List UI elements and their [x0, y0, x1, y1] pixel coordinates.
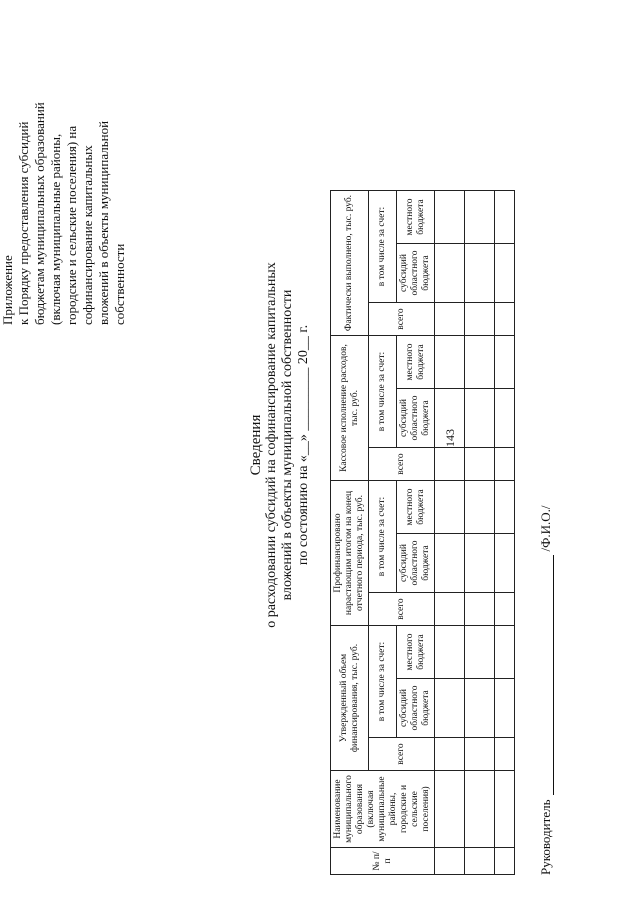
appendix-line: к Порядку предоставления субсидий	[16, 121, 31, 325]
header-sub-regional: субсидий областного бюджета	[397, 534, 435, 593]
title-heading: Сведения	[248, 414, 264, 476]
table-row	[435, 191, 465, 875]
table-cell	[465, 303, 495, 336]
header-incl: в том числе за счет:	[369, 481, 397, 593]
title-line: вложений в объекты муниципальной собственности	[280, 289, 295, 601]
document-title	[248, 245, 312, 645]
table-cell	[435, 626, 465, 679]
table-cell	[465, 534, 495, 593]
title-line: о расходовании субсидий на софинансирование капитальных	[264, 262, 279, 628]
table-cell	[435, 738, 465, 771]
signature-label: Руководитель	[538, 799, 553, 875]
header-total: всего	[369, 303, 435, 336]
table-cell	[465, 593, 495, 626]
table-cell	[465, 244, 495, 303]
table-cell	[435, 244, 465, 303]
appendix-line: собственности	[112, 243, 127, 325]
table-cell	[495, 738, 515, 771]
appendix-line: софинансирование капитальных	[80, 145, 95, 325]
header-incl: в том числе за счет:	[369, 191, 397, 303]
table-cell	[435, 593, 465, 626]
appendix-line: бюджетам муниципальных образований	[32, 102, 47, 325]
header-total: всего	[369, 738, 435, 771]
table-row	[495, 191, 515, 875]
header-num: № п/п	[331, 848, 435, 875]
table-cell	[465, 626, 495, 679]
table-cell	[465, 848, 495, 875]
table-cell	[465, 336, 495, 389]
report-table	[330, 190, 515, 875]
appendix-note	[0, 25, 128, 325]
table-cell	[465, 738, 495, 771]
header-sub-local: местного бюджета	[397, 481, 435, 534]
signature-block	[538, 505, 554, 875]
table-cell	[495, 679, 515, 738]
table-cell	[435, 303, 465, 336]
header-total: всего	[369, 448, 435, 481]
table-cell	[435, 534, 465, 593]
table-cell	[435, 848, 465, 875]
table-cell	[495, 244, 515, 303]
table-cell	[495, 626, 515, 679]
table-cell	[495, 848, 515, 875]
table-cell	[495, 534, 515, 593]
header-group-cash: Кассовое исполнение расходов, тыс. руб.	[331, 336, 369, 481]
header-sub-regional: субсидий областного бюджета	[397, 244, 435, 303]
table-cell	[495, 771, 515, 848]
table-cell	[495, 336, 515, 389]
table-cell	[495, 191, 515, 244]
signature-line	[541, 556, 554, 796]
table-cell	[435, 191, 465, 244]
table-cell	[465, 771, 495, 848]
appendix-line: Приложение	[0, 255, 15, 325]
header-total: всего	[369, 593, 435, 626]
table-cell	[495, 593, 515, 626]
page-number: 143	[443, 429, 457, 447]
header-sub-local: местного бюджета	[397, 626, 435, 679]
header-sub-local: местного бюджета	[397, 191, 435, 244]
table-cell	[465, 389, 495, 448]
header-group-approved: Утвержденный объем финансирования, тыс. руб.	[331, 626, 369, 771]
appendix-line: вложений в объекты муниципальной	[96, 120, 111, 325]
table-cell	[495, 481, 515, 534]
table-cell	[465, 191, 495, 244]
table-row	[465, 191, 495, 875]
table-cell	[435, 679, 465, 738]
appendix-line: (включая муниципальные районы,	[48, 133, 63, 325]
table-cell	[435, 389, 465, 448]
table-cell	[435, 448, 465, 481]
header-incl: в том числе за счет:	[369, 626, 397, 738]
signature-fio: /Ф.И.О./	[538, 505, 553, 552]
table-cell	[435, 771, 465, 848]
table-cell	[495, 448, 515, 481]
header-sub-regional: субсидий областного бюджета	[397, 389, 435, 448]
table-cell	[465, 481, 495, 534]
header-sub-regional: субсидий областного бюджета	[397, 679, 435, 738]
title-date-line: по состоянию на «__» _________ 20__ г.	[296, 324, 311, 566]
header-municipality: Наименование муниципального образования (включая муниципальные районы, городские и сельские поселения)	[331, 771, 435, 848]
header-incl: в том числе за счет:	[369, 336, 397, 448]
appendix-line: городские и сельские поселения) на	[64, 125, 79, 325]
table-cell	[435, 481, 465, 534]
table-cell	[465, 448, 495, 481]
table-cell	[435, 336, 465, 389]
header-group-financed: Профинансировано нарастающим итогом на конец отчетного периода, тыс. руб.	[331, 481, 369, 626]
header-group-actual: Фактически выполнено, тыс. руб.	[331, 191, 369, 336]
table-cell	[495, 303, 515, 336]
header-sub-local: местного бюджета	[397, 336, 435, 389]
table-cell	[465, 679, 495, 738]
table-cell	[495, 389, 515, 448]
